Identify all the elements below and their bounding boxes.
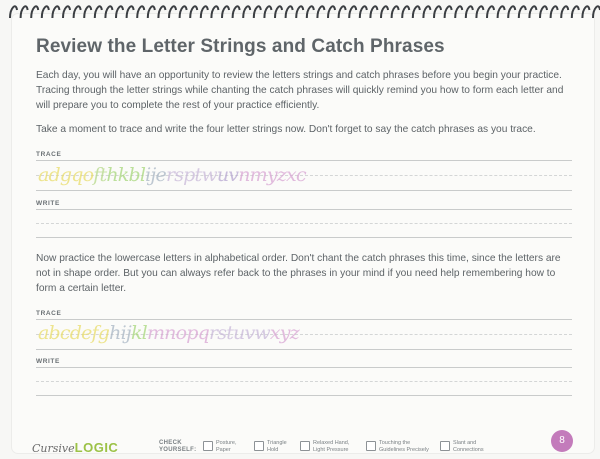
spiral-coil — [10, 6, 17, 18]
trace-letter-group: uv — [216, 164, 239, 186]
trace-letter-group: abcdefg — [38, 322, 110, 344]
spiral-coil — [243, 6, 250, 18]
trace-letter-group: mnopq — [146, 322, 209, 344]
spiral-coil — [105, 6, 112, 18]
spiral-coil — [201, 6, 208, 18]
spiral-coil — [254, 6, 261, 18]
spiral-coil — [116, 6, 123, 18]
spiral-coil — [455, 6, 462, 18]
checkbox[interactable] — [300, 441, 310, 451]
spiral-coil — [211, 6, 218, 18]
spiral-coil — [275, 6, 282, 18]
trace-letter-group: adgqo — [38, 164, 94, 186]
write-lines-2[interactable] — [36, 367, 572, 413]
spiral-coil — [370, 6, 377, 18]
spiral-coil — [582, 6, 589, 18]
write-label-1: WRITE — [36, 200, 60, 207]
write-lines-1[interactable] — [36, 209, 572, 255]
spiral-coil — [84, 6, 91, 18]
spiral-coil — [307, 6, 314, 18]
alphabet-paragraph: Now practice the lowercase letters in alphabetical order. Don't chant the catch phrases this time, since the letters are not in shape order. But you can always refer back to the phrases in your mind if you need help remembering how to form a certain letter. — [36, 253, 561, 295]
spiral-coil — [551, 6, 558, 18]
checkbox[interactable] — [254, 441, 264, 451]
spiral-coil — [423, 6, 430, 18]
spiral-coil — [158, 6, 165, 18]
spiral-coil — [190, 6, 197, 18]
spiral-coil — [264, 6, 271, 18]
spiral-coil — [572, 6, 579, 18]
spiral-coil — [392, 6, 399, 18]
spiral-coil — [529, 6, 536, 18]
page-title: Review the Letter Strings and Catch Phrases — [36, 36, 445, 57]
trace-letter-group: hij — [109, 322, 131, 344]
spiral-coil — [328, 6, 335, 18]
spiral-coil — [445, 6, 452, 18]
spiral-coil — [127, 6, 134, 18]
trace-label-2: TRACE — [36, 310, 62, 317]
spiral-coil — [508, 6, 515, 18]
trace-letter-group: rstuvw — [208, 322, 270, 344]
trace-letter-group: kl — [130, 322, 147, 344]
trace-letter-group: rsptw — [165, 164, 217, 186]
spiral-coil — [222, 6, 229, 18]
spiral-coil — [21, 6, 28, 18]
spiral-coil — [413, 6, 420, 18]
trace-letter-group: nmyz — [238, 164, 287, 186]
trace-letter-group: ije — [145, 164, 166, 186]
spiral-coil — [52, 6, 59, 18]
check-yourself-label: CHECK YOURSELF: — [159, 440, 197, 453]
spiral-coil — [42, 6, 49, 18]
spiral-coil — [593, 6, 600, 18]
spiral-coil — [561, 6, 568, 18]
spiral-binding — [0, 0, 600, 20]
trace-letter-group: xc — [286, 164, 306, 186]
intro-paragraph: Each day, you will have an opportunity to review the letters strings and catch phrases before you begin your practice. Tracing through the letter strings while chanting the catch phrases will quickly remind you how to form each letter and will prepare you to complete the rest of your practice efficiently. — [36, 70, 564, 112]
cursive-logic-logo: CursiveLOGIC — [32, 440, 119, 455]
write-label-2: WRITE — [36, 358, 60, 365]
spiral-coil — [339, 6, 346, 18]
spiral-coil — [31, 6, 38, 18]
spiral-coil — [148, 6, 155, 18]
spiral-coil — [296, 6, 303, 18]
checkbox[interactable] — [366, 441, 376, 451]
spiral-coil — [519, 6, 526, 18]
spiral-coil — [63, 6, 70, 18]
instruction-paragraph: Take a moment to trace and write the four letter strings now. Don't forget to say the catch phrases as you trace. — [36, 124, 536, 135]
checkbox[interactable] — [440, 441, 450, 451]
trace-letter-group: ft — [93, 164, 107, 186]
spiral-coil — [286, 6, 293, 18]
spiral-coil — [487, 6, 494, 18]
spiral-coil — [498, 6, 505, 18]
spiral-coil — [180, 6, 187, 18]
trace-letter-group: xyz — [269, 322, 299, 344]
trace-letters-1 — [38, 164, 306, 186]
trace-label-1: TRACE — [36, 151, 62, 158]
page-number: 8 — [551, 430, 573, 452]
spiral-coil — [169, 6, 176, 18]
spiral-coil — [434, 6, 441, 18]
spiral-coil — [381, 6, 388, 18]
spiral-coil — [317, 6, 324, 18]
spiral-coil — [349, 6, 356, 18]
spiral-coil — [233, 6, 240, 18]
checkbox[interactable] — [203, 441, 213, 451]
spiral-coil — [476, 6, 483, 18]
spiral-coil — [137, 6, 144, 18]
trace-letters-2 — [38, 322, 299, 344]
spiral-coil — [402, 6, 409, 18]
spiral-coil — [466, 6, 473, 18]
spiral-coil — [360, 6, 367, 18]
trace-letter-group: hkbl — [106, 164, 146, 186]
spiral-coil — [95, 6, 102, 18]
spiral-coil — [540, 6, 547, 18]
spiral-coil — [74, 6, 81, 18]
